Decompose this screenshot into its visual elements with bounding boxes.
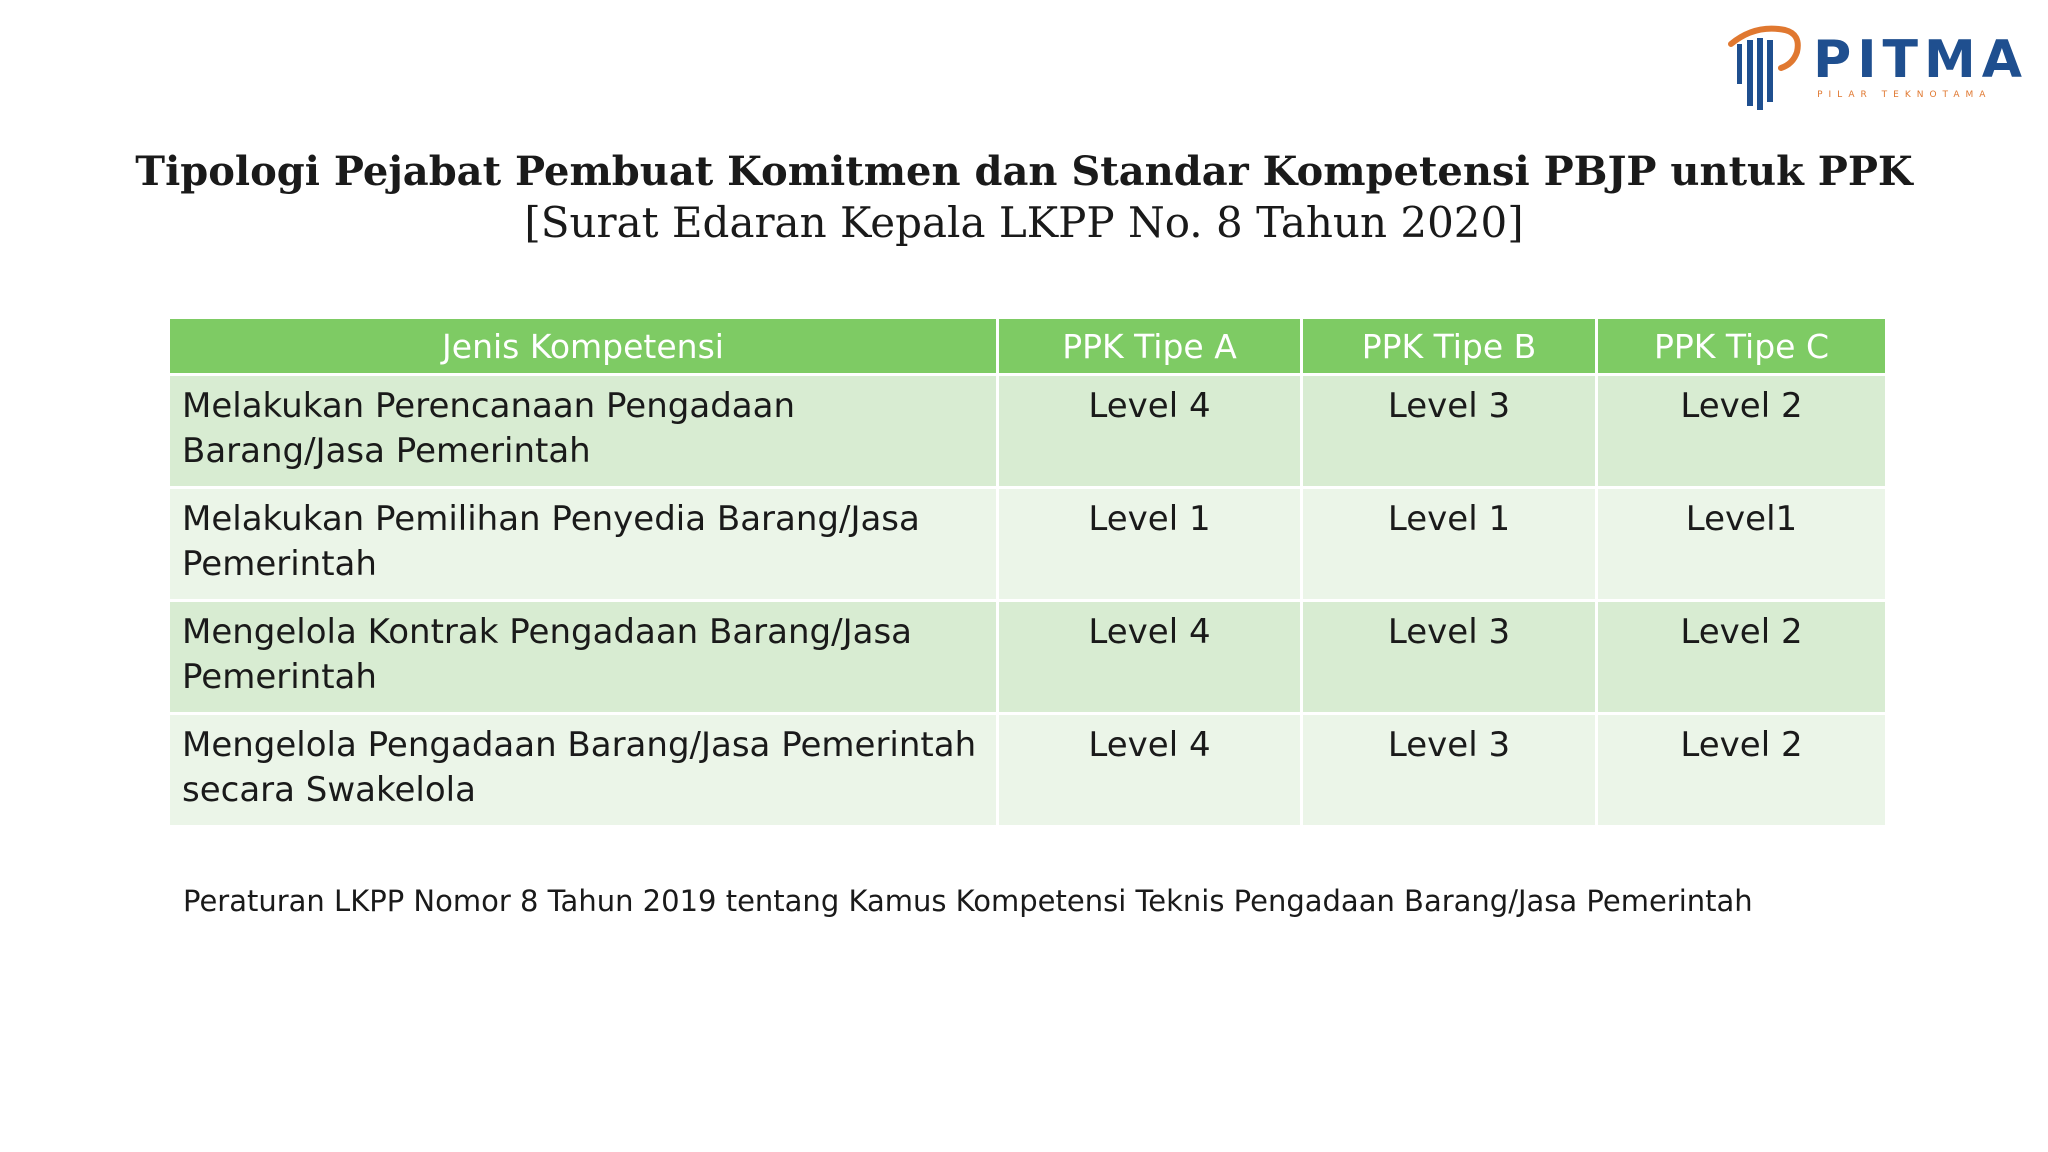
- tipe-b-cell: Level 3: [1302, 714, 1597, 827]
- header-ppk-tipe-a: PPK Tipe A: [998, 318, 1302, 375]
- tipe-c-cell: Level1: [1597, 488, 1887, 601]
- tipe-c-cell: Level 2: [1597, 375, 1887, 488]
- logo-text: [1813, 30, 2028, 100]
- page-subtitle: [Surat Edaran Kepala LKPP No. 8 Tahun 2020]: [524, 198, 1524, 247]
- pillar-logo-icon: [1725, 22, 1803, 112]
- logo-tagline: PILAR TEKNOTAMA: [1817, 90, 1992, 100]
- table-header-row: [169, 318, 1887, 375]
- table-row: [169, 601, 1887, 714]
- tipe-c-cell: Level 2: [1597, 714, 1887, 827]
- footer-reference: Peraturan LKPP Nomor 8 Tahun 2019 tentang Kamus Kompetensi Teknis Pengadaan Barang/Jasa Pemerintah: [183, 884, 1753, 918]
- tipe-b-cell: Level 3: [1302, 601, 1597, 714]
- pitma-logo: [1725, 22, 2028, 112]
- tipe-a-cell: Level 1: [998, 488, 1302, 601]
- page-title: Tipologi Pejabat Pembuat Komitmen dan Standar Kompetensi PBJP untuk PPK: [135, 148, 1913, 195]
- table-row: [169, 488, 1887, 601]
- tipe-a-cell: Level 4: [998, 375, 1302, 488]
- kompetensi-cell: Melakukan Perencanaan Pengadaan Barang/Jasa Pemerintah: [169, 375, 998, 488]
- competency-table: [167, 316, 1888, 828]
- tipe-b-cell: Level 1: [1302, 488, 1597, 601]
- table-row: [169, 714, 1887, 827]
- tipe-a-cell: Level 4: [998, 714, 1302, 827]
- tipe-b-cell: Level 3: [1302, 375, 1597, 488]
- tipe-a-cell: Level 4: [998, 601, 1302, 714]
- logo-name: PITMA: [1813, 30, 2028, 90]
- tipe-c-cell: Level 2: [1597, 601, 1887, 714]
- kompetensi-cell: Melakukan Pemilihan Penyedia Barang/Jasa Pemerintah: [169, 488, 998, 601]
- header-ppk-tipe-b: PPK Tipe B: [1302, 318, 1597, 375]
- header-ppk-tipe-c: PPK Tipe C: [1597, 318, 1887, 375]
- kompetensi-cell: Mengelola Kontrak Pengadaan Barang/Jasa Pemerintah: [169, 601, 998, 714]
- kompetensi-cell: Mengelola Pengadaan Barang/Jasa Pemerintah secara Swakelola: [169, 714, 998, 827]
- header-jenis-kompetensi: Jenis Kompetensi: [169, 318, 998, 375]
- table-row: [169, 375, 1887, 488]
